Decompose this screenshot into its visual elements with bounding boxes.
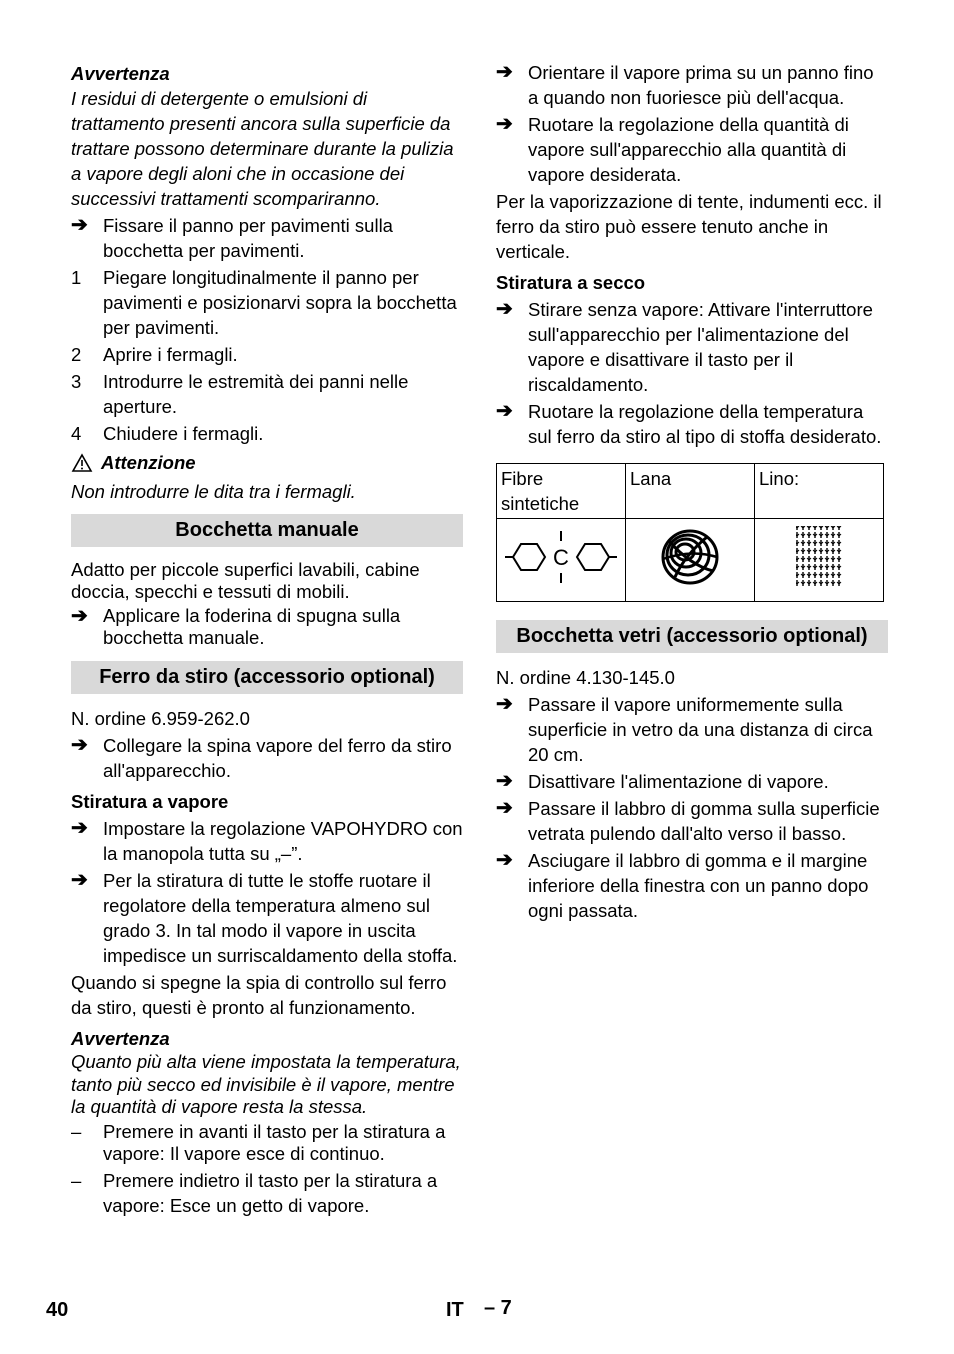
step-text: Impostare la regolazione VAPOHYDRO con la manopola tutta su „–”. [103,818,463,864]
step-item [71,733,463,783]
right-column [496,58,888,923]
fabric-header-linen: Lino: [755,464,884,519]
arrow-icon: ➔ [496,298,513,320]
step-text: Orientare il vapore prima su un panno fino a quando non fuoriesce più dell'acqua. [528,62,874,108]
synthetic-fibre-icon [501,527,621,587]
bocchetta-description: Adatto per piccole superfici lavabili, cabine doccia, specchi e tessuti di mobili. [71,559,420,602]
section-number: – 7 [484,1297,512,1319]
step-item [71,213,463,263]
wool-symbol-cell [626,519,755,602]
arrow-icon: ➔ [71,605,88,627]
step-item [496,848,888,923]
step-text: Ruotare la regolazione della quantità di vapore sull'apparecchio alla quantità di vapore desiderata. [528,114,849,185]
step-text: Passare il vapore uniformemente sulla superficie in vetro da una distanza di circa 20 cm. [528,694,873,765]
order-number: N. ordine 4.130-145.0 [496,667,675,688]
numbered-item [71,265,463,340]
dash-item [71,1168,463,1218]
dash-text: Premere in avanti il tasto per la stiratura a vapore: Il vapore esce di continuo. [103,1120,446,1164]
fabric-table [496,463,884,602]
step-item [71,816,463,866]
dash-text: Premere indietro il tasto per la stiratura a vapore: Esce un getto di vapore. [103,1169,438,1216]
subheading-vapore: Stiratura a vapore [71,791,229,812]
step-number: 1 [71,267,82,288]
linen-symbol-cell [755,519,884,602]
attention-label: Attenzione [101,452,196,473]
step-text: Per la stiratura di tutte le stoffe ruotare il regolatore della temperatura almeno sul grado 3. In tal modo il vapore in uscita impedisce un surriscaldamento della stoffa. [103,870,458,966]
step-number: 4 [71,423,82,444]
step-item [71,868,463,968]
arrow-icon: ➔ [496,770,513,792]
dash-marker: – [71,1120,82,1142]
arrow-icon: ➔ [71,869,88,891]
left-column [71,58,463,1218]
attention-text: Non introdurre le dita tra i fermagli. [71,481,356,502]
arrow-icon: ➔ [71,817,88,839]
warning-triangle-icon [71,453,93,473]
arrow-icon: ➔ [496,113,513,135]
language-code: IT [446,1299,464,1321]
arrow-icon: ➔ [496,849,513,871]
step-text: Disattivare l'alimentazione di vapore. [528,771,829,792]
step-text: Fissare il panno per pavimenti sulla bocchetta per pavimenti. [103,215,393,261]
subheading-secco: Stiratura a secco [496,272,646,293]
section-heading-bocchetta: Bocchetta manuale [71,514,463,547]
numbered-item [71,369,463,419]
section-heading-vetri: Bocchetta vetri (accessorio optional) [496,620,888,653]
arrow-icon: ➔ [71,214,88,236]
step-text: Introdurre le estremità dei panni nelle aperture. [103,371,409,417]
note-label: Avvertenza [71,63,170,84]
step-text: Aprire i fermagli. [103,344,238,365]
synthetic-symbol-cell [497,519,626,602]
step-text: Collegare la spina vapore del ferro da stiro all'apparecchio. [103,735,452,781]
step-item [496,297,888,397]
step-item [496,769,888,794]
step-number: 3 [71,371,82,392]
fabric-header-wool: Lana [626,464,755,519]
fabric-header-row [497,464,884,519]
symbol-letter: C [553,545,569,570]
step-text: Passare il labbro di gomma sulla superficie vetrata pulendo dall'alto verso il basso. [528,798,880,844]
step-text: Asciugare il labbro di gomma e il margine inferiore della finestra con un panno dopo ogni passata. [528,850,869,921]
step-item [496,399,888,449]
step-text: Chiudere i fermagli. [103,423,264,444]
step-item [496,692,888,767]
linen-flax-icon [794,524,844,590]
note-text: I residui di detergente o emulsioni di trattamento presenti ancora sulla superficie da trattare possono determinare durante la pulizia a vapore degli aloni che in occasione dei successivi trattamenti scompariranno. [71,88,454,209]
step-text: Applicare la foderina di spugna sulla bocchetta manuale. [103,605,401,648]
step-text: Stirare senza vapore: Attivare l'interruttore sull'apparecchio per l'alimentazione del vapore e disattivare il tasto per il riscaldamento. [528,299,873,395]
fabric-symbol-row [497,519,884,602]
numbered-item [71,342,463,367]
step-item [71,605,463,649]
step-item [496,796,888,846]
attention-heading [71,450,463,475]
page-number: 40 [46,1299,69,1321]
arrow-icon: ➔ [496,61,513,83]
tende-text: Per la vaporizzazione di tente, indumenti ecc. il ferro da stiro può essere tenuto anche in verticale. [496,191,882,262]
arrow-icon: ➔ [496,400,513,422]
step-item [496,60,888,110]
fabric-header-synthetic: Fibre sintetiche [497,464,626,519]
note-text: Quanto più alta viene impostata la temperatura, tanto più secco ed invisibile è il vapore, mentre la quantità di vapore resta la stessa. [71,1051,461,1117]
order-number: N. ordine 6.959-262.0 [71,708,250,729]
wool-ball-icon [655,525,725,589]
step-item [496,112,888,187]
dash-marker: – [71,1169,82,1191]
spia-text: Quando si spegne la spia di controllo sul ferro da stiro, questi è pronto al funzionamento. [71,972,447,1018]
step-text: Ruotare la regolazione della temperatura sul ferro da stiro al tipo di stoffa desiderato. [528,401,882,447]
section-heading-ferro: Ferro da stiro (accessorio optional) [71,661,463,694]
step-number: 2 [71,344,82,365]
note-label: Avvertenza [71,1028,170,1049]
arrow-icon: ➔ [496,693,513,715]
dash-item [71,1121,463,1166]
numbered-item [71,421,463,446]
step-text: Piegare longitudinalmente il panno per pavimenti e posizionarvi sopra la bocchetta per pavimenti. [103,267,457,338]
arrow-icon: ➔ [496,797,513,819]
arrow-icon: ➔ [71,734,88,756]
